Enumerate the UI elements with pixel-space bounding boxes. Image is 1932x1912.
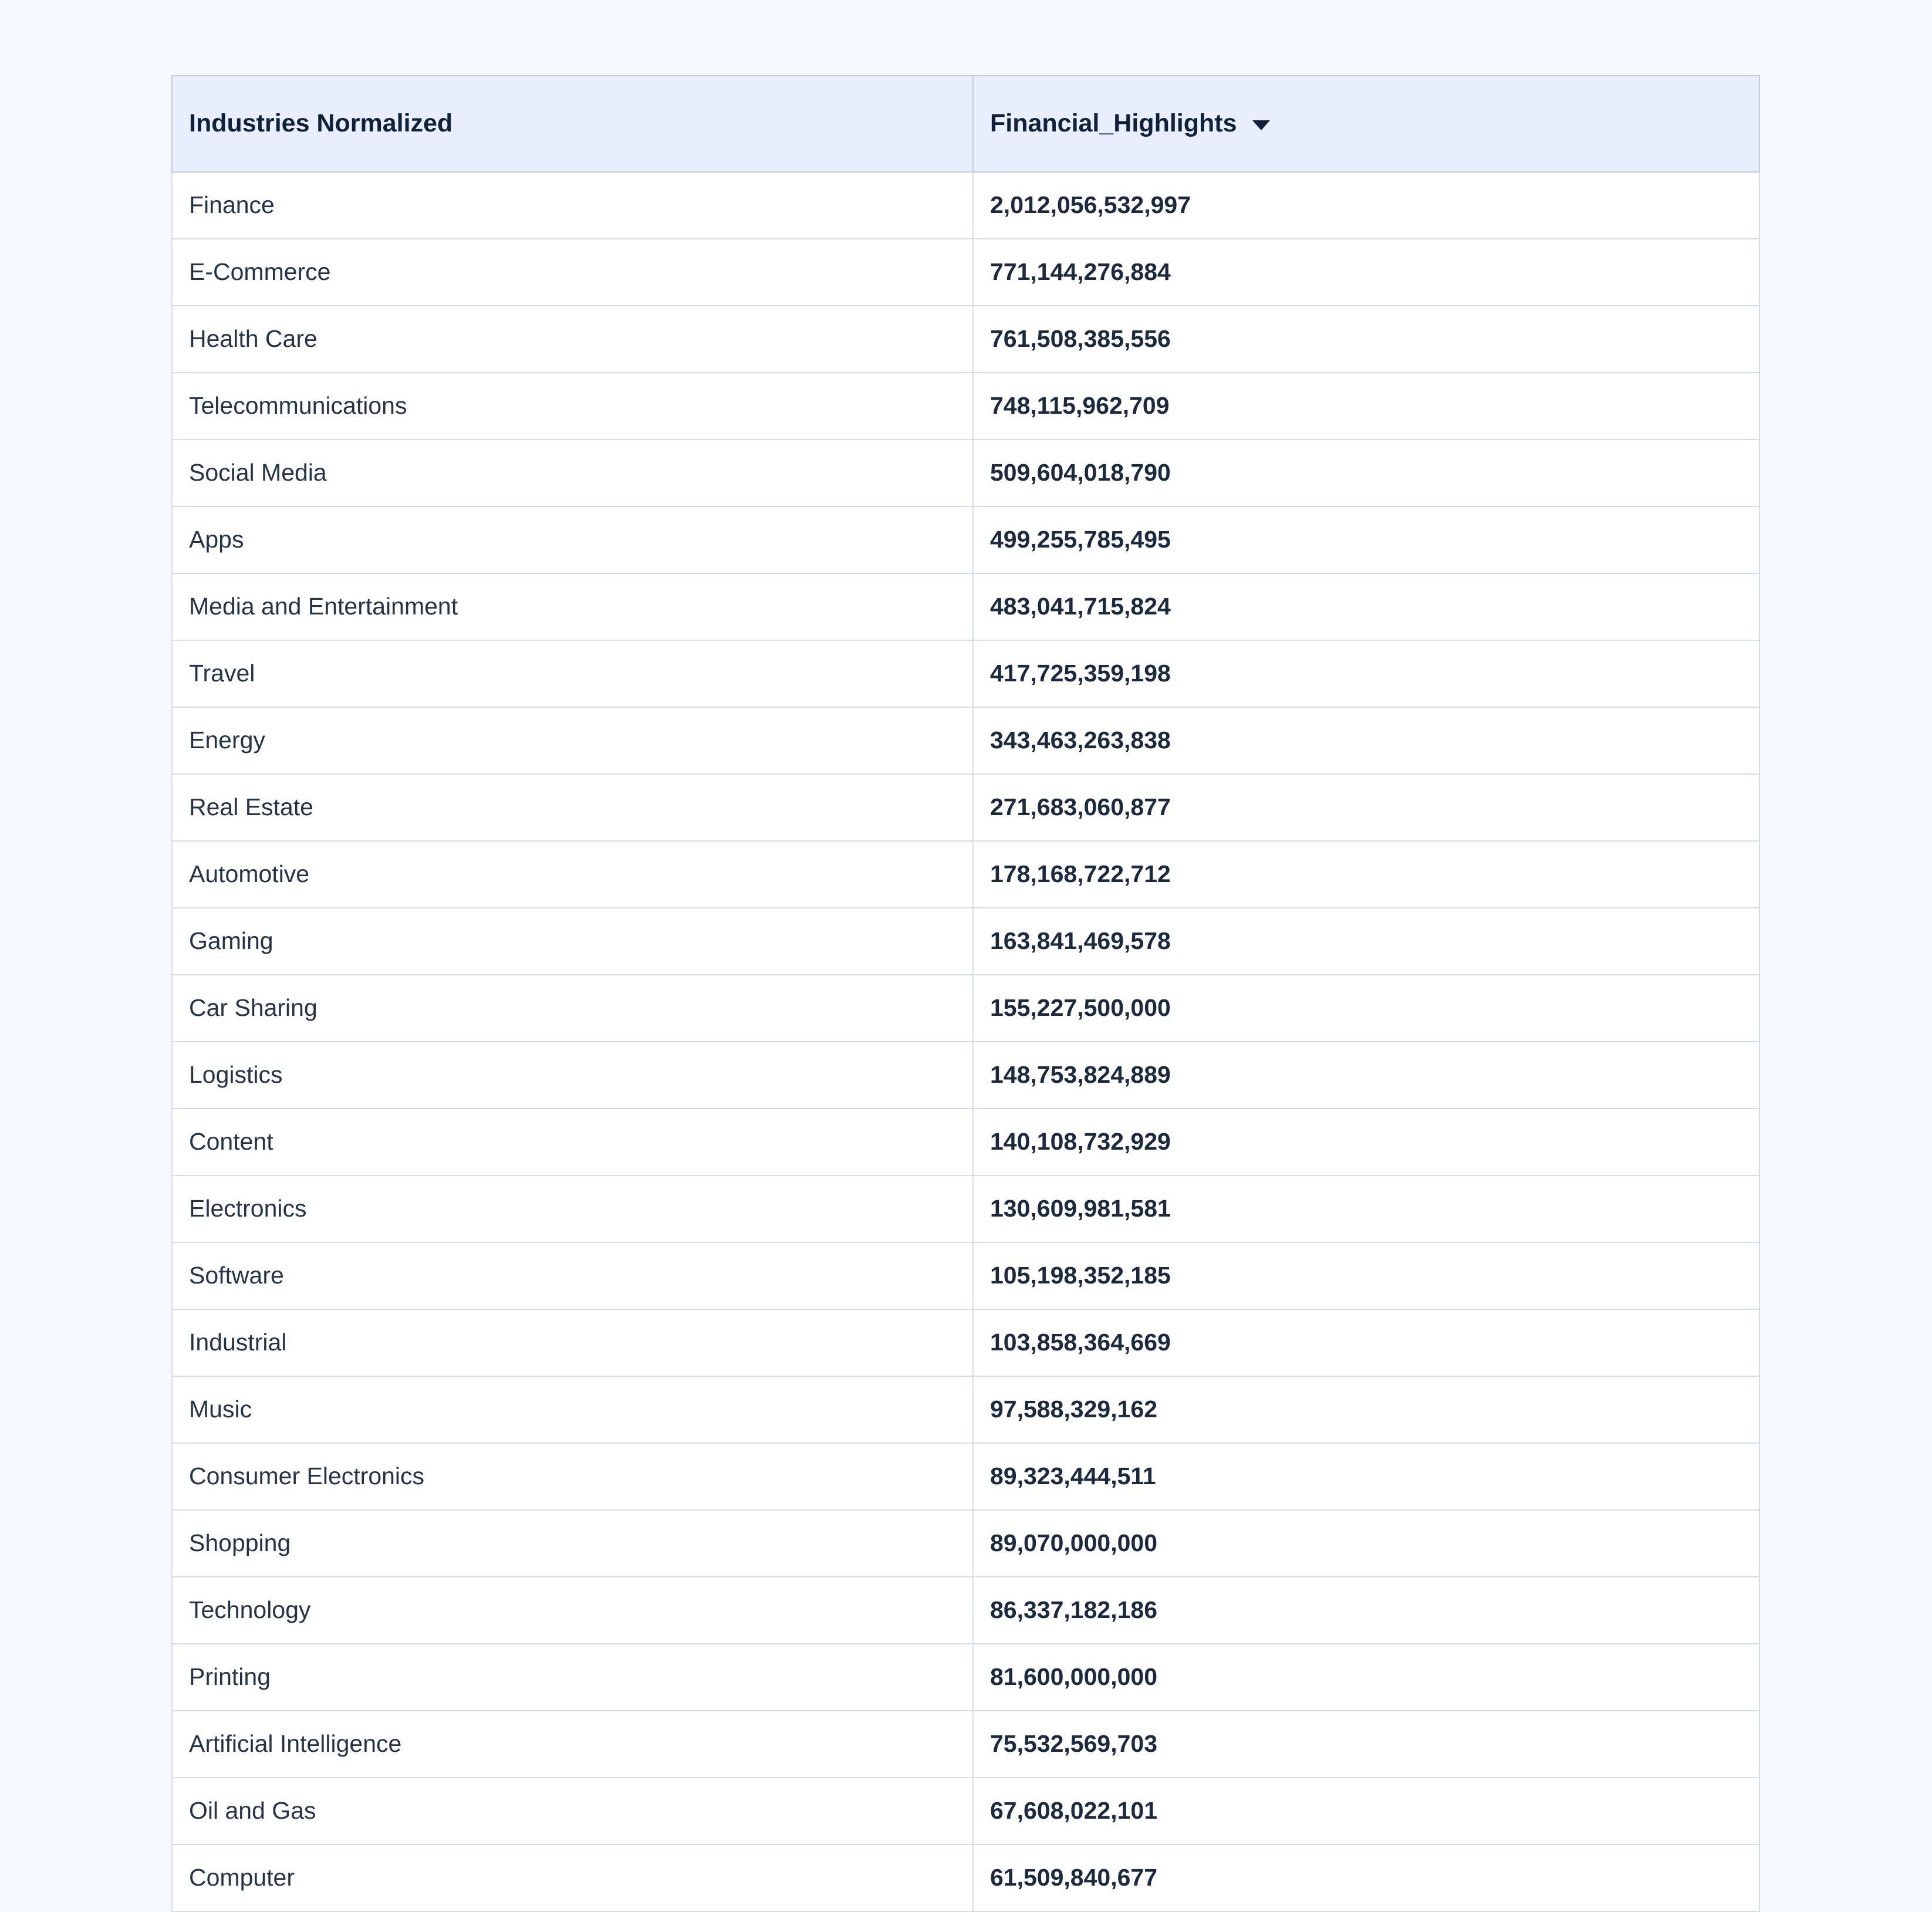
table-row[interactable] [172, 172, 1759, 239]
cell-financial-highlights: 271,683,060,877 [973, 774, 1759, 841]
table-row[interactable] [172, 1577, 1759, 1644]
cell-industry: Energy [172, 707, 973, 774]
cell-industry: Media and Entertainment [172, 573, 973, 640]
cell-financial-highlights: 89,323,444,511 [973, 1443, 1759, 1510]
column-header-label: Industries Normalized [189, 109, 453, 137]
table-header-row [172, 76, 1759, 172]
table-row[interactable] [172, 774, 1759, 841]
table-row[interactable] [172, 841, 1759, 908]
cell-industry: Printing [172, 1644, 973, 1711]
cell-industry: Consumer Electronics [172, 1443, 973, 1510]
cell-financial-highlights: 75,532,569,703 [973, 1711, 1759, 1778]
cell-industry: Computer [172, 1845, 973, 1911]
table-row[interactable] [172, 440, 1759, 506]
cell-industry: Gaming [172, 908, 973, 975]
cell-industry: Travel [172, 640, 973, 707]
cell-financial-highlights: 155,227,500,000 [973, 975, 1759, 1042]
table-row[interactable] [172, 1778, 1759, 1845]
table-row[interactable] [172, 1109, 1759, 1175]
column-header-label: Financial_Highlights [990, 109, 1237, 137]
cell-financial-highlights: 130,609,981,581 [973, 1175, 1759, 1242]
cell-financial-highlights: 483,041,715,824 [973, 573, 1759, 640]
cell-financial-highlights: 163,841,469,578 [973, 908, 1759, 975]
cell-financial-highlights: 417,725,359,198 [973, 640, 1759, 707]
table-row[interactable] [172, 908, 1759, 975]
cell-industry: Music [172, 1376, 973, 1443]
table-row[interactable] [172, 1175, 1759, 1242]
cell-financial-highlights: 178,168,722,712 [973, 841, 1759, 908]
cell-industry: Oil and Gas [172, 1778, 973, 1845]
table-row[interactable] [172, 975, 1759, 1042]
table-row[interactable] [172, 1309, 1759, 1376]
cell-industry: Apps [172, 506, 973, 573]
table-row[interactable] [172, 1711, 1759, 1778]
chevron-down-icon[interactable] [1252, 120, 1270, 130]
cell-industry: Real Estate [172, 774, 973, 841]
table-row[interactable] [172, 1510, 1759, 1577]
cell-financial-highlights: 103,858,364,669 [973, 1309, 1759, 1376]
table-row[interactable] [172, 306, 1759, 373]
table-row[interactable] [172, 506, 1759, 573]
table-row[interactable] [172, 707, 1759, 774]
table-container [171, 75, 1759, 1912]
cell-financial-highlights: 89,070,000,000 [973, 1510, 1759, 1577]
cell-industry: Telecommunications [172, 373, 973, 440]
cell-financial-highlights: 771,144,276,884 [973, 239, 1759, 306]
table-row[interactable] [172, 1376, 1759, 1443]
cell-industry: Technology [172, 1577, 973, 1644]
industries-financial-table [171, 75, 1760, 1912]
cell-industry: E-Commerce [172, 239, 973, 306]
cell-industry: Industrial [172, 1309, 973, 1376]
table-row[interactable] [172, 239, 1759, 306]
cell-financial-highlights: 86,337,182,186 [973, 1577, 1759, 1644]
cell-industry: Content [172, 1109, 973, 1175]
cell-industry: Electronics [172, 1175, 973, 1242]
cell-financial-highlights: 343,463,263,838 [973, 707, 1759, 774]
cell-financial-highlights: 761,508,385,556 [973, 306, 1759, 373]
table-row[interactable] [172, 1845, 1759, 1911]
cell-financial-highlights: 748,115,962,709 [973, 373, 1759, 440]
table-body [172, 172, 1759, 1911]
cell-industry: Artificial Intelligence [172, 1711, 973, 1778]
table-row[interactable] [172, 1242, 1759, 1309]
cell-financial-highlights: 509,604,018,790 [973, 440, 1759, 506]
cell-industry: Health Care [172, 306, 973, 373]
cell-industry: Car Sharing [172, 975, 973, 1042]
cell-financial-highlights: 97,588,329,162 [973, 1376, 1759, 1443]
table-row[interactable] [172, 640, 1759, 707]
cell-financial-highlights: 499,255,785,495 [973, 506, 1759, 573]
table-header [172, 76, 1759, 172]
cell-financial-highlights: 140,108,732,929 [973, 1109, 1759, 1175]
column-header-industries-normalized[interactable] [172, 76, 973, 172]
cell-financial-highlights: 2,012,056,532,997 [973, 172, 1759, 239]
table-row[interactable] [172, 1443, 1759, 1510]
table-row[interactable] [172, 1644, 1759, 1711]
cell-industry: Logistics [172, 1042, 973, 1109]
cell-financial-highlights: 81,600,000,000 [973, 1644, 1759, 1711]
column-header-financial-highlights[interactable] [973, 76, 1759, 172]
cell-industry: Social Media [172, 440, 973, 506]
cell-industry: Software [172, 1242, 973, 1309]
cell-industry: Finance [172, 172, 973, 239]
cell-financial-highlights: 67,608,022,101 [973, 1778, 1759, 1845]
table-row[interactable] [172, 1042, 1759, 1109]
cell-industry: Shopping [172, 1510, 973, 1577]
cell-financial-highlights: 61,509,840,677 [973, 1845, 1759, 1911]
table-row[interactable] [172, 373, 1759, 440]
cell-industry: Automotive [172, 841, 973, 908]
cell-financial-highlights: 105,198,352,185 [973, 1242, 1759, 1309]
table-row[interactable] [172, 573, 1759, 640]
cell-financial-highlights: 148,753,824,889 [973, 1042, 1759, 1109]
